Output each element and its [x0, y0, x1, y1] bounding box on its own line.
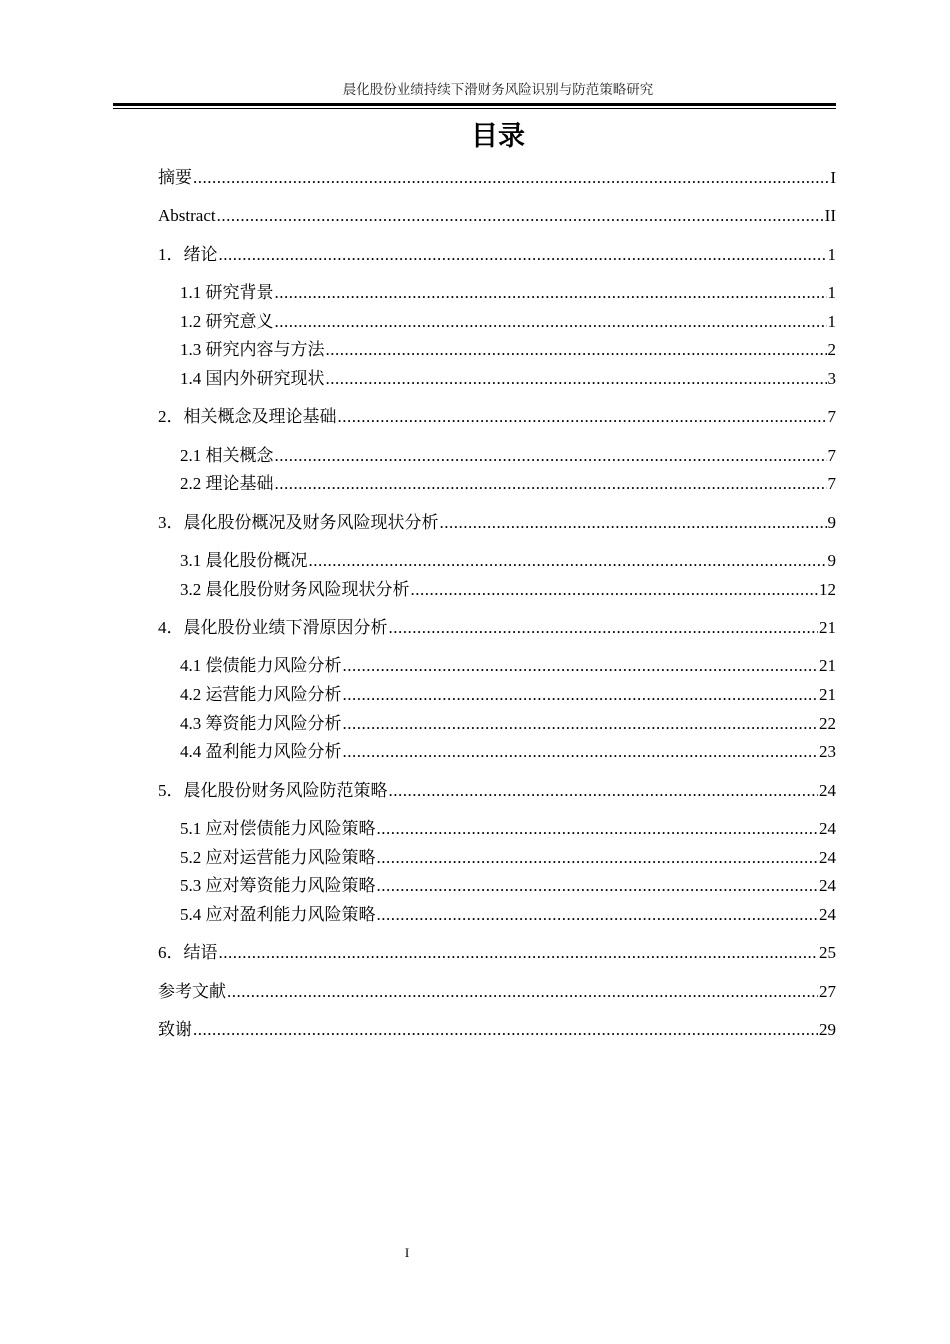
toc-entry-label: 2.2 理论基础	[180, 474, 274, 493]
toc-entry-page: 24	[819, 876, 836, 895]
toc-entry-label: 2．相关概念及理论基础	[158, 407, 337, 426]
toc-entry[interactable]	[158, 939, 836, 967]
toc-leader-dots	[440, 509, 827, 537]
toc-entry-label: 3.2 晨化股份财务风险现状分析	[180, 580, 410, 599]
toc-entry-label: 5.1 应对偿债能力风险策略	[180, 819, 376, 838]
toc-leader-dots	[343, 738, 819, 766]
toc-entry-page: 21	[819, 656, 836, 675]
toc-entry-page: 22	[819, 714, 836, 733]
toc-entry-label: 1．绪论	[158, 245, 218, 264]
toc-entry-page: 29	[819, 1020, 836, 1039]
toc-entry-label: 4.4 盈利能力风险分析	[180, 742, 342, 761]
toc-entry-label: 5.3 应对筹资能力风险策略	[180, 876, 376, 895]
toc-leader-dots	[343, 710, 819, 738]
toc-entry[interactable]	[180, 681, 836, 709]
toc-entry-label: 1.4 国内外研究现状	[180, 369, 325, 388]
toc-entry-label: 1.1 研究背景	[180, 283, 274, 302]
toc-leader-dots	[275, 442, 827, 470]
toc-entry-label: 4.3 筹资能力风险分析	[180, 714, 342, 733]
toc-leader-dots	[377, 872, 819, 900]
toc-entry[interactable]	[158, 241, 836, 269]
toc-entry[interactable]	[180, 710, 836, 738]
toc-entry-page: 1	[827, 245, 836, 264]
toc-entry[interactable]	[180, 738, 836, 766]
toc-entry[interactable]	[180, 815, 836, 843]
toc-entry-page: 9	[827, 551, 836, 570]
toc-entry-label: 4.2 运营能力风险分析	[180, 685, 342, 704]
toc-entry[interactable]	[158, 978, 836, 1006]
toc-leader-dots	[411, 576, 819, 604]
toc-entry-label: 5.2 应对运营能力风险策略	[180, 848, 376, 867]
toc-leader-dots	[219, 241, 827, 269]
toc-leader-dots	[227, 978, 818, 1006]
header-rule-thick	[113, 103, 836, 106]
toc-entry-label: 3．晨化股份概况及财务风险现状分析	[158, 513, 439, 532]
toc-entry-label: 参考文献	[158, 982, 226, 1001]
toc-leader-dots	[275, 279, 827, 307]
toc-entry[interactable]	[180, 576, 836, 604]
toc-entry-label: 4.1 偿债能力风险分析	[180, 656, 342, 675]
toc-entry-page: I	[830, 168, 836, 187]
toc-entry[interactable]	[180, 901, 836, 929]
toc-entry-page: 3	[827, 369, 836, 388]
toc-entry-label: 1.3 研究内容与方法	[180, 340, 325, 359]
toc-entry-label: 致谢	[158, 1020, 192, 1039]
toc-entry[interactable]	[180, 336, 836, 364]
toc-leader-dots	[389, 777, 819, 805]
toc-entry[interactable]	[180, 844, 836, 872]
toc-entry-page: 21	[819, 685, 836, 704]
toc-entry[interactable]	[180, 547, 836, 575]
toc-leader-dots	[343, 681, 819, 709]
toc-entry-page: 1	[827, 312, 836, 331]
toc-entry-label: 5．晨化股份财务风险防范策略	[158, 781, 388, 800]
toc-entry[interactable]	[180, 365, 836, 393]
toc-entry-label: 6．结语	[158, 943, 218, 962]
toc-entry-page: 24	[819, 819, 836, 838]
toc-entry-page: 24	[819, 905, 836, 924]
toc-entry[interactable]	[158, 1016, 836, 1044]
toc-leader-dots	[326, 336, 827, 364]
toc-entry[interactable]	[180, 308, 836, 336]
toc-entry[interactable]	[158, 509, 836, 537]
toc-entry-page: 24	[819, 848, 836, 867]
toc-leader-dots	[343, 652, 819, 680]
toc-entry[interactable]	[158, 164, 836, 192]
toc-leader-dots	[338, 403, 827, 431]
toc-entry[interactable]	[158, 403, 836, 431]
toc-entry-page: 7	[827, 446, 836, 465]
toc-entry-label: 5.4 应对盈利能力风险策略	[180, 905, 376, 924]
toc-entry-label: 摘要	[158, 168, 192, 187]
toc-entry-page: 9	[827, 513, 836, 532]
toc-entry-label: 3.1 晨化股份概况	[180, 551, 308, 570]
toc-title: 目录	[471, 121, 525, 152]
toc-entry-label: 1.2 研究意义	[180, 312, 274, 331]
toc-leader-dots	[377, 815, 819, 843]
toc-entry-page: 25	[819, 943, 836, 962]
toc-leader-dots	[193, 164, 829, 192]
toc-entry[interactable]	[180, 279, 836, 307]
toc-entry-page: 2	[827, 340, 836, 359]
toc-leader-dots	[309, 547, 827, 575]
toc-leader-dots	[275, 470, 827, 498]
toc-leader-dots	[377, 901, 819, 929]
toc-entry[interactable]	[158, 777, 836, 805]
toc-leader-dots	[219, 939, 819, 967]
toc-leader-dots	[377, 844, 819, 872]
toc-entry-page: 1	[827, 283, 836, 302]
toc-entry[interactable]	[158, 614, 836, 642]
toc-entry-label: 2.1 相关概念	[180, 446, 274, 465]
toc-leader-dots	[275, 308, 827, 336]
toc-entry-label: 4．晨化股份业绩下滑原因分析	[158, 618, 388, 637]
toc-leader-dots	[389, 614, 819, 642]
toc-entry-page: 21	[819, 618, 836, 637]
toc-entry[interactable]	[180, 470, 836, 498]
toc-entry[interactable]	[180, 442, 836, 470]
toc-entry-page: II	[824, 206, 836, 225]
header-rule-thin	[113, 108, 836, 109]
toc-entry-page: 27	[819, 982, 836, 1001]
toc-leader-dots	[217, 202, 824, 230]
running-header: 晨化股份业绩持续下滑财务风险识别与防范策略研究	[342, 82, 654, 97]
toc-entry-page: 23	[819, 742, 836, 761]
toc-entry[interactable]	[180, 872, 836, 900]
toc-entry-page: 7	[827, 474, 836, 493]
toc-leader-dots	[193, 1016, 818, 1044]
footer-page-number: I	[404, 1245, 410, 1260]
toc-entry[interactable]	[158, 202, 836, 230]
toc-entry-label: Abstract	[158, 206, 216, 225]
toc-leader-dots	[326, 365, 827, 393]
toc-entry-page: 12	[819, 580, 836, 599]
toc-entry-page: 24	[819, 781, 836, 800]
toc-entry-page: 7	[827, 407, 836, 426]
toc-entry[interactable]	[180, 652, 836, 680]
